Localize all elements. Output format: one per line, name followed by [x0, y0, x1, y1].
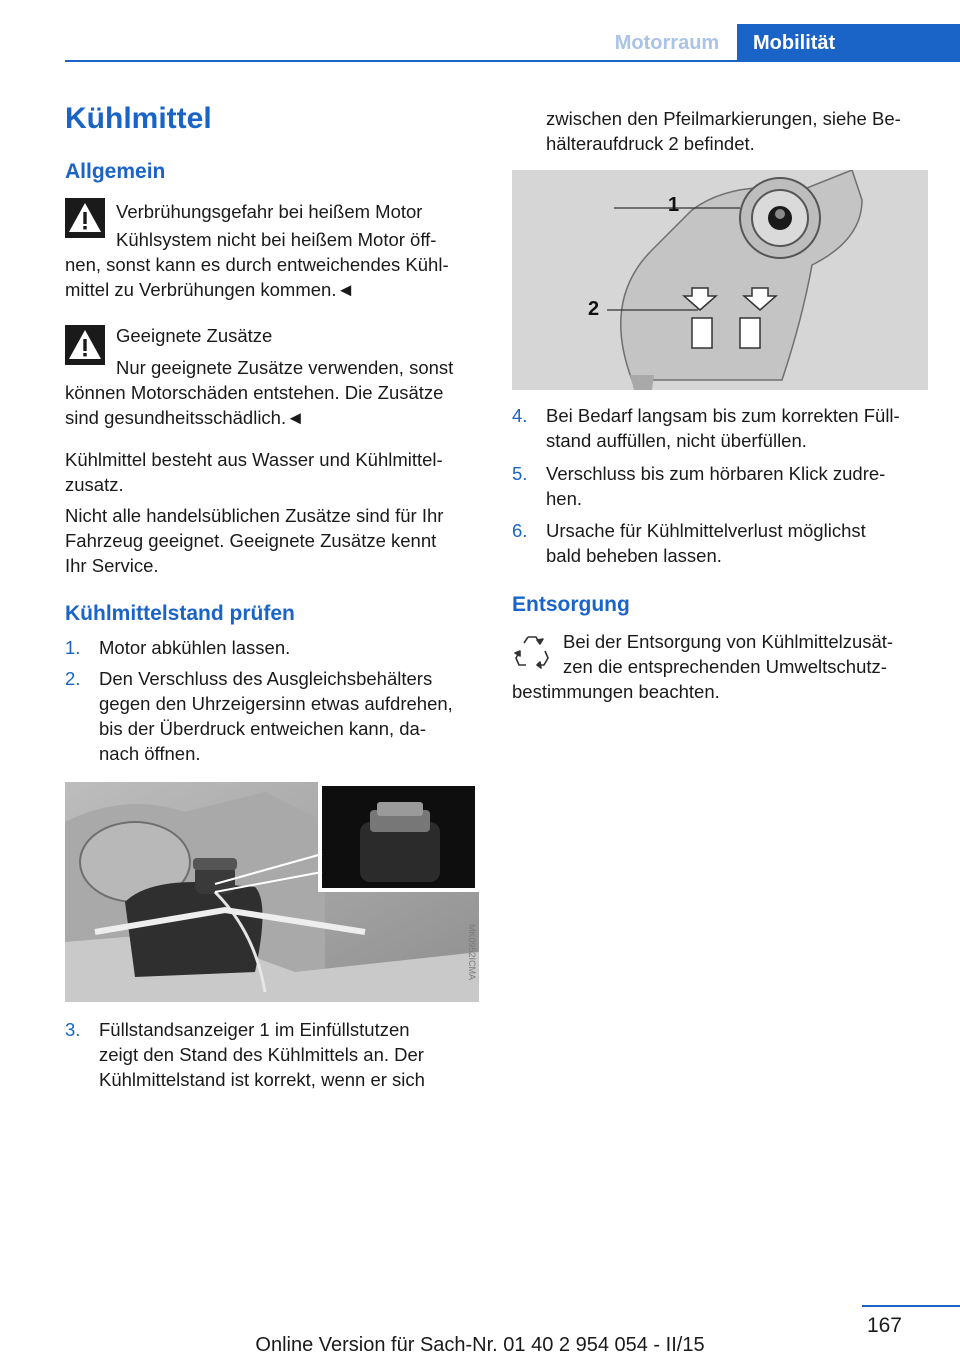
list-number: 5.	[512, 463, 528, 484]
footer-text: Online Version für Sach-Nr. 01 40 2 954 054 - II/15	[255, 1334, 705, 1356]
list-item: Den Verschluss des Ausgleichsbehälters	[99, 668, 433, 689]
list-item: Ursache für Kühlmittelverlust möglichst	[546, 520, 866, 541]
body-text: Nicht alle handelsüblichen Zusätze sind für Ihr	[65, 505, 444, 526]
list-item: gegen den Uhrzeigersinn etwas aufdrehen,	[99, 693, 453, 714]
tab-mobilitaet[interactable]: Mobilität	[737, 24, 960, 62]
body-text: zusatz.	[65, 474, 124, 495]
section-heading-entsorgung: Entsorgung	[512, 593, 630, 616]
warning-title: Geeignete Zusätze	[116, 325, 273, 346]
list-item: zeigt den Stand des Kühlmittels an. Der	[99, 1044, 424, 1065]
body-text: zwischen den Pfeilmarkierungen, siehe Be-	[546, 108, 901, 129]
warning-text: nen, sonst kann es durch entweichendes Kühl-	[65, 254, 449, 275]
page-title: Kühlmittel	[65, 102, 212, 135]
warning-text: mittel zu Verbrühungen kommen.◄	[65, 279, 355, 300]
footer-rule	[862, 1305, 960, 1307]
section-heading-allgemein: Allgemein	[65, 160, 166, 183]
list-item: Bei Bedarf langsam bis zum korrekten Füll-	[546, 405, 900, 426]
list-item: nach öffnen.	[99, 743, 201, 764]
list-number: 6.	[512, 520, 528, 541]
body-text: Ihr Service.	[65, 555, 159, 576]
figure-code: MK0952ICMA	[467, 924, 477, 981]
warning-title: Verbrühungsgefahr bei heißem Motor	[116, 201, 423, 222]
body-text: zen die entsprechenden Umweltschutz-	[563, 656, 887, 677]
coolant-reservoir-figure	[512, 170, 928, 390]
warning-triangle-icon	[65, 325, 105, 365]
warning-text: Nur geeignete Zusätze verwenden, sonst	[116, 357, 454, 378]
list-number: 1.	[65, 637, 81, 658]
engine-bay-photo	[65, 782, 479, 1002]
list-item: Verschluss bis zum hörbaren Klick zudre-	[546, 463, 886, 484]
list-item: bald beheben lassen.	[546, 545, 722, 566]
list-item: hen.	[546, 488, 583, 509]
list-item: Motor abkühlen lassen.	[99, 637, 291, 658]
list-item: bis der Überdruck entweichen kann, da-	[99, 718, 427, 739]
body-text: Bei der Entsorgung von Kühlmittelzusät-	[563, 631, 894, 652]
header-rule	[65, 60, 960, 62]
list-item: Füllstandsanzeiger 1 im Einfüllstutzen	[99, 1019, 410, 1040]
body-text: Kühlmittel besteht aus Wasser und Kühlmittel-	[65, 449, 443, 470]
figure-label-2: 2	[588, 298, 600, 320]
warning-text: sind gesundheitsschädlich.◄	[65, 407, 305, 428]
figure-label-1: 1	[668, 194, 680, 216]
body-text: Fahrzeug geeignet. Geeignete Zusätze kennt	[65, 530, 437, 551]
recycle-icon	[512, 631, 552, 671]
list-number: 2.	[65, 668, 81, 689]
list-item: Kühlmittelstand ist korrekt, wenn er sich	[99, 1069, 425, 1090]
list-number: 3.	[65, 1019, 81, 1040]
page-number: 167	[866, 1314, 902, 1337]
warning-triangle-icon	[65, 198, 105, 238]
section-heading-kuehlmittelstand: Kühlmittelstand prüfen	[65, 602, 295, 625]
warning-text: können Motorschäden entstehen. Die Zusätze	[65, 382, 444, 403]
list-number: 4.	[512, 405, 528, 426]
list-item: stand auffüllen, nicht überfüllen.	[546, 430, 807, 451]
tab-motorraum[interactable]: Motorraum	[614, 32, 720, 54]
body-text: bestimmungen beachten.	[512, 681, 720, 702]
warning-text: Kühlsystem nicht bei heißem Motor öff-	[116, 229, 437, 250]
body-text: hälteraufdruck 2 befindet.	[546, 133, 755, 154]
